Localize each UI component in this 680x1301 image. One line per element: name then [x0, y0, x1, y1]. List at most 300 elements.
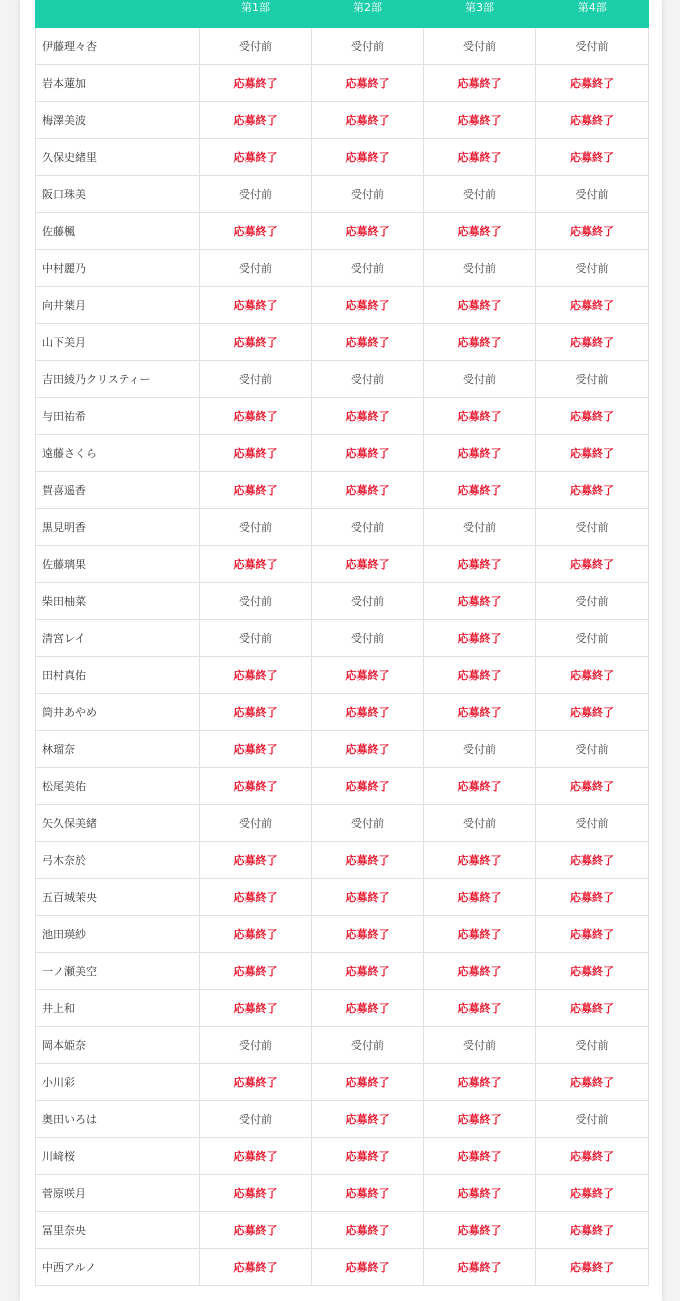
member-name: 林瑠奈	[36, 731, 200, 768]
status-closed-label: 応募終了	[570, 336, 614, 349]
status-closed-label: 応募終了	[233, 1261, 278, 1274]
status-cell-part-1	[200, 1064, 312, 1101]
status-closed-label: 応募終了	[345, 114, 390, 127]
status-cell-part-3	[424, 768, 536, 805]
status-cell-part-2	[312, 139, 424, 176]
status-cell-part-1	[200, 472, 312, 509]
status-cell-part-1	[200, 990, 312, 1027]
status-cell-part-1	[200, 1175, 312, 1212]
table-row	[36, 1027, 649, 1064]
status-cell-part-1	[200, 583, 312, 620]
status-cell-part-1	[200, 65, 312, 102]
status-cell-part-3	[424, 287, 536, 324]
status-closed-label: 応募終了	[345, 1076, 390, 1089]
status-closed-label: 応募終了	[233, 484, 278, 497]
table-row	[36, 398, 649, 435]
member-name: 一ノ瀬美空	[36, 953, 200, 990]
table-row	[36, 620, 649, 657]
status-cell-part-3	[424, 583, 536, 620]
status-closed-label: 応募終了	[345, 928, 390, 941]
member-name: 向井葉月	[36, 287, 200, 324]
status-open-label: 受付前	[463, 188, 496, 201]
table-row	[36, 953, 649, 990]
status-closed-label: 応募終了	[570, 1224, 614, 1237]
status-cell-part-2	[312, 1249, 424, 1286]
status-closed-label: 応募終了	[345, 1150, 390, 1163]
status-cell-part-3	[424, 731, 536, 768]
status-open-label: 受付前	[239, 817, 272, 830]
status-cell-part-1	[200, 509, 312, 546]
status-closed-label: 応募終了	[345, 854, 390, 867]
status-closed-label: 応募終了	[457, 299, 502, 312]
status-open-label: 受付前	[351, 817, 384, 830]
status-closed-label: 応募終了	[233, 891, 278, 904]
status-closed-label: 応募終了	[345, 151, 390, 164]
status-cell-part-1	[200, 731, 312, 768]
status-cell-part-2	[312, 990, 424, 1027]
status-cell-part-1	[200, 620, 312, 657]
status-cell-part-4	[536, 139, 649, 176]
status-cell-part-3	[424, 1175, 536, 1212]
status-cell-part-2	[312, 953, 424, 990]
status-cell-part-4	[536, 65, 649, 102]
status-closed-label: 応募終了	[233, 299, 278, 312]
status-cell-part-4	[536, 287, 649, 324]
member-name: 清宮レイ	[36, 620, 200, 657]
status-closed-label: 応募終了	[570, 484, 614, 497]
status-cell-part-2	[312, 1175, 424, 1212]
status-closed-label: 応募終了	[233, 928, 278, 941]
table-row	[36, 472, 649, 509]
status-open-label: 受付前	[463, 1039, 496, 1052]
status-cell-part-4	[536, 657, 649, 694]
status-closed-label: 応募終了	[457, 928, 502, 941]
status-closed-label: 応募終了	[345, 891, 390, 904]
status-cell-part-3	[424, 139, 536, 176]
table-row	[36, 768, 649, 805]
member-name: 伊藤理々杏	[36, 28, 200, 65]
status-open-label: 受付前	[575, 743, 609, 756]
status-closed-label: 応募終了	[457, 595, 502, 608]
member-name: 池田瑛紗	[36, 916, 200, 953]
table-row	[36, 139, 649, 176]
status-cell-part-4	[536, 694, 649, 731]
status-cell-part-2	[312, 546, 424, 583]
status-closed-label: 応募終了	[570, 928, 614, 941]
status-open-label: 受付前	[575, 1039, 609, 1052]
status-cell-part-4	[536, 805, 649, 842]
member-name: 川﨑桜	[36, 1138, 200, 1175]
status-open-label: 受付前	[239, 1039, 272, 1052]
status-closed-label: 応募終了	[457, 1076, 502, 1089]
status-cell-part-3	[424, 990, 536, 1027]
status-closed-label: 応募終了	[233, 1224, 278, 1237]
status-closed-label: 応募終了	[457, 706, 502, 719]
status-cell-part-3	[424, 1101, 536, 1138]
header-name-column	[36, 0, 200, 28]
status-closed-label: 応募終了	[457, 410, 502, 423]
status-closed-label: 応募終了	[457, 114, 502, 127]
status-closed-label: 応募終了	[570, 891, 614, 904]
member-name: 奥田いろは	[36, 1101, 200, 1138]
status-closed-label: 応募終了	[345, 1002, 390, 1015]
status-closed-label: 応募終了	[457, 77, 502, 90]
table-row	[36, 694, 649, 731]
status-open-label: 受付前	[575, 521, 609, 534]
table-row	[36, 250, 649, 287]
status-open-label: 受付前	[351, 595, 384, 608]
status-closed-label: 応募終了	[345, 1187, 390, 1200]
status-closed-label: 応募終了	[457, 780, 502, 793]
status-cell-part-2	[312, 694, 424, 731]
status-cell-part-3	[424, 953, 536, 990]
status-cell-part-1	[200, 102, 312, 139]
status-cell-part-4	[536, 472, 649, 509]
member-name: 久保史緒里	[36, 139, 200, 176]
member-name: 与田祐希	[36, 398, 200, 435]
status-cell-part-4	[536, 1138, 649, 1175]
status-cell-part-4	[536, 176, 649, 213]
status-cell-part-2	[312, 65, 424, 102]
status-closed-label: 応募終了	[457, 965, 502, 978]
status-cell-part-2	[312, 398, 424, 435]
status-closed-label: 応募終了	[233, 1076, 278, 1089]
status-cell-part-1	[200, 842, 312, 879]
status-cell-part-2	[312, 509, 424, 546]
table-row	[36, 1101, 649, 1138]
table-row	[36, 213, 649, 250]
member-name: 岩本蓮加	[36, 65, 200, 102]
status-cell-part-2	[312, 287, 424, 324]
status-cell-part-3	[424, 546, 536, 583]
status-cell-part-2	[312, 1064, 424, 1101]
status-open-label: 受付前	[351, 1039, 384, 1052]
status-closed-label: 応募終了	[345, 1224, 390, 1237]
status-closed-label: 応募終了	[457, 447, 502, 460]
member-name: 筒井あやめ	[36, 694, 200, 731]
status-closed-label: 応募終了	[233, 1150, 278, 1163]
status-cell-part-4	[536, 398, 649, 435]
status-cell-part-1	[200, 287, 312, 324]
status-cell-part-1	[200, 953, 312, 990]
status-closed-label: 応募終了	[457, 632, 502, 645]
member-name: 黒見明香	[36, 509, 200, 546]
status-open-label: 受付前	[351, 40, 384, 53]
table-row	[36, 324, 649, 361]
status-cell-part-1	[200, 916, 312, 953]
table-row	[36, 361, 649, 398]
status-cell-part-3	[424, 694, 536, 731]
member-name: 岡本姫奈	[36, 1027, 200, 1064]
status-cell-part-4	[536, 324, 649, 361]
status-closed-label: 応募終了	[457, 336, 502, 349]
member-name: 弓木奈於	[36, 842, 200, 879]
member-name: 小川彩	[36, 1064, 200, 1101]
status-cell-part-4	[536, 250, 649, 287]
table-row	[36, 1175, 649, 1212]
member-name: 井上和	[36, 990, 200, 1027]
status-cell-part-2	[312, 1138, 424, 1175]
status-open-label: 受付前	[575, 262, 609, 275]
status-cell-part-3	[424, 361, 536, 398]
status-open-label: 受付前	[463, 743, 496, 756]
status-closed-label: 応募終了	[345, 1113, 390, 1126]
status-cell-part-1	[200, 768, 312, 805]
status-closed-label: 応募終了	[233, 1002, 278, 1015]
status-cell-part-2	[312, 361, 424, 398]
member-name: 柴田柚菜	[36, 583, 200, 620]
status-cell-part-2	[312, 657, 424, 694]
status-open-label: 受付前	[575, 632, 609, 645]
header-part-1: 第1部	[200, 0, 312, 28]
status-closed-label: 応募終了	[570, 447, 614, 460]
status-cell-part-4	[536, 1064, 649, 1101]
table-row	[36, 805, 649, 842]
status-cell-part-4	[536, 28, 649, 65]
status-cell-part-1	[200, 805, 312, 842]
status-closed-label: 応募終了	[457, 225, 502, 238]
status-closed-label: 応募終了	[570, 114, 614, 127]
status-open-label: 受付前	[239, 262, 272, 275]
status-cell-part-3	[424, 1212, 536, 1249]
status-closed-label: 応募終了	[570, 1002, 614, 1015]
status-cell-part-3	[424, 916, 536, 953]
member-name: 中西アルノ	[36, 1249, 200, 1286]
member-name: 佐藤楓	[36, 213, 200, 250]
table-row	[36, 65, 649, 102]
status-cell-part-4	[536, 916, 649, 953]
status-closed-label: 応募終了	[570, 299, 614, 312]
status-closed-label: 応募終了	[345, 410, 390, 423]
status-open-label: 受付前	[463, 373, 496, 386]
status-cell-part-4	[536, 509, 649, 546]
status-cell-part-1	[200, 28, 312, 65]
status-closed-label: 応募終了	[570, 410, 614, 423]
member-name: 田村真佑	[36, 657, 200, 694]
status-open-label: 受付前	[239, 595, 272, 608]
member-name: 松尾美佑	[36, 768, 200, 805]
status-closed-label: 応募終了	[233, 336, 278, 349]
status-cell-part-4	[536, 1212, 649, 1249]
status-cell-part-3	[424, 657, 536, 694]
table-row	[36, 842, 649, 879]
status-closed-label: 応募終了	[457, 854, 502, 867]
status-cell-part-4	[536, 620, 649, 657]
status-cell-part-3	[424, 250, 536, 287]
status-closed-label: 応募終了	[457, 151, 502, 164]
status-closed-label: 応募終了	[345, 484, 390, 497]
status-closed-label: 応募終了	[233, 225, 278, 238]
status-cell-part-3	[424, 213, 536, 250]
status-cell-part-4	[536, 1101, 649, 1138]
table-row	[36, 731, 649, 768]
status-closed-label: 応募終了	[233, 410, 278, 423]
status-cell-part-4	[536, 768, 649, 805]
status-open-label: 受付前	[463, 817, 496, 830]
table-body	[36, 28, 649, 1286]
status-open-label: 受付前	[239, 188, 272, 201]
status-closed-label: 応募終了	[570, 706, 614, 719]
status-closed-label: 応募終了	[345, 447, 390, 460]
table-row	[36, 1249, 649, 1286]
status-closed-label: 応募終了	[570, 854, 614, 867]
status-cell-part-2	[312, 472, 424, 509]
status-closed-label: 応募終了	[570, 1150, 614, 1163]
status-closed-label: 応募終了	[233, 77, 278, 90]
status-cell-part-3	[424, 472, 536, 509]
status-cell-part-4	[536, 435, 649, 472]
status-closed-label: 応募終了	[570, 558, 614, 571]
status-cell-part-2	[312, 28, 424, 65]
status-cell-part-2	[312, 176, 424, 213]
status-cell-part-2	[312, 620, 424, 657]
table-row	[36, 287, 649, 324]
status-closed-label: 応募終了	[457, 1150, 502, 1163]
table-row	[36, 546, 649, 583]
status-open-label: 受付前	[351, 262, 384, 275]
member-name: 中村麗乃	[36, 250, 200, 287]
status-closed-label: 応募終了	[457, 1224, 502, 1237]
table-row	[36, 509, 649, 546]
status-cell-part-4	[536, 731, 649, 768]
status-closed-label: 応募終了	[457, 484, 502, 497]
status-closed-label: 応募終了	[570, 225, 614, 238]
member-name: 冨里奈央	[36, 1212, 200, 1249]
status-closed-label: 応募終了	[233, 706, 278, 719]
status-cell-part-4	[536, 842, 649, 879]
status-closed-label: 応募終了	[345, 299, 390, 312]
status-open-label: 受付前	[351, 521, 384, 534]
status-closed-label: 応募終了	[233, 854, 278, 867]
status-cell-part-2	[312, 842, 424, 879]
status-cell-part-4	[536, 990, 649, 1027]
status-cell-part-3	[424, 805, 536, 842]
status-cell-part-3	[424, 28, 536, 65]
status-closed-label: 応募終了	[457, 891, 502, 904]
status-cell-part-4	[536, 1175, 649, 1212]
status-cell-part-1	[200, 361, 312, 398]
table-header-row	[36, 0, 649, 28]
table-row	[36, 28, 649, 65]
header-part-2: 第2部	[312, 0, 424, 28]
status-cell-part-1	[200, 1101, 312, 1138]
status-cell-part-3	[424, 842, 536, 879]
status-closed-label: 応募終了	[570, 151, 614, 164]
status-cell-part-2	[312, 1027, 424, 1064]
status-cell-part-3	[424, 1138, 536, 1175]
status-cell-part-4	[536, 1027, 649, 1064]
status-cell-part-2	[312, 916, 424, 953]
status-closed-label: 応募終了	[233, 669, 278, 682]
status-cell-part-2	[312, 768, 424, 805]
member-name: 梅澤美波	[36, 102, 200, 139]
status-open-label: 受付前	[575, 595, 609, 608]
member-name: 吉田綾乃クリスティー	[36, 361, 200, 398]
member-name: 山下美月	[36, 324, 200, 361]
status-closed-label: 応募終了	[233, 447, 278, 460]
status-open-label: 受付前	[239, 1113, 272, 1126]
status-cell-part-4	[536, 361, 649, 398]
status-closed-label: 応募終了	[233, 780, 278, 793]
member-name: 矢久保美緒	[36, 805, 200, 842]
status-cell-part-2	[312, 102, 424, 139]
status-cell-part-3	[424, 435, 536, 472]
status-cell-part-1	[200, 657, 312, 694]
status-cell-part-3	[424, 1249, 536, 1286]
status-closed-label: 応募終了	[233, 114, 278, 127]
status-open-label: 受付前	[239, 40, 272, 53]
status-open-label: 受付前	[463, 521, 496, 534]
status-cell-part-1	[200, 1138, 312, 1175]
table-row	[36, 435, 649, 472]
status-cell-part-3	[424, 324, 536, 361]
status-cell-part-3	[424, 879, 536, 916]
status-closed-label: 応募終了	[345, 1261, 390, 1274]
status-cell-part-3	[424, 620, 536, 657]
status-cell-part-3	[424, 1027, 536, 1064]
table-row	[36, 879, 649, 916]
status-cell-part-1	[200, 546, 312, 583]
status-open-label: 受付前	[351, 373, 384, 386]
status-open-label: 受付前	[351, 188, 384, 201]
reception-status-table	[35, 0, 649, 1286]
status-cell-part-4	[536, 879, 649, 916]
status-cell-part-1	[200, 139, 312, 176]
status-open-label: 受付前	[463, 40, 496, 53]
status-cell-part-2	[312, 1101, 424, 1138]
status-cell-part-1	[200, 398, 312, 435]
status-cell-part-2	[312, 250, 424, 287]
member-name: 賀喜遥香	[36, 472, 200, 509]
status-cell-part-3	[424, 509, 536, 546]
table-row	[36, 1138, 649, 1175]
status-open-label: 受付前	[351, 632, 384, 645]
status-cell-part-1	[200, 879, 312, 916]
status-open-label: 受付前	[239, 373, 272, 386]
status-closed-label: 応募終了	[345, 965, 390, 978]
status-closed-label: 応募終了	[233, 965, 278, 978]
status-cell-part-3	[424, 102, 536, 139]
status-cell-part-1	[200, 176, 312, 213]
status-closed-label: 応募終了	[457, 669, 502, 682]
status-closed-label: 応募終了	[570, 1076, 614, 1089]
table-row	[36, 102, 649, 139]
status-closed-label: 応募終了	[570, 965, 614, 978]
status-cell-part-3	[424, 1064, 536, 1101]
status-open-label: 受付前	[463, 262, 496, 275]
status-cell-part-1	[200, 1249, 312, 1286]
table-row	[36, 583, 649, 620]
status-closed-label: 応募終了	[345, 780, 390, 793]
status-closed-label: 応募終了	[345, 743, 390, 756]
status-cell-part-4	[536, 1249, 649, 1286]
status-cell-part-2	[312, 879, 424, 916]
status-cell-part-4	[536, 102, 649, 139]
table-row	[36, 176, 649, 213]
status-cell-part-2	[312, 731, 424, 768]
member-name: 阪口珠美	[36, 176, 200, 213]
status-cell-part-1	[200, 1027, 312, 1064]
status-cell-part-1	[200, 435, 312, 472]
status-open-label: 受付前	[575, 40, 609, 53]
status-closed-label: 応募終了	[457, 1113, 502, 1126]
status-cell-part-2	[312, 324, 424, 361]
status-cell-part-3	[424, 65, 536, 102]
status-cell-part-1	[200, 324, 312, 361]
status-cell-part-2	[312, 213, 424, 250]
status-cell-part-1	[200, 694, 312, 731]
status-closed-label: 応募終了	[345, 77, 390, 90]
